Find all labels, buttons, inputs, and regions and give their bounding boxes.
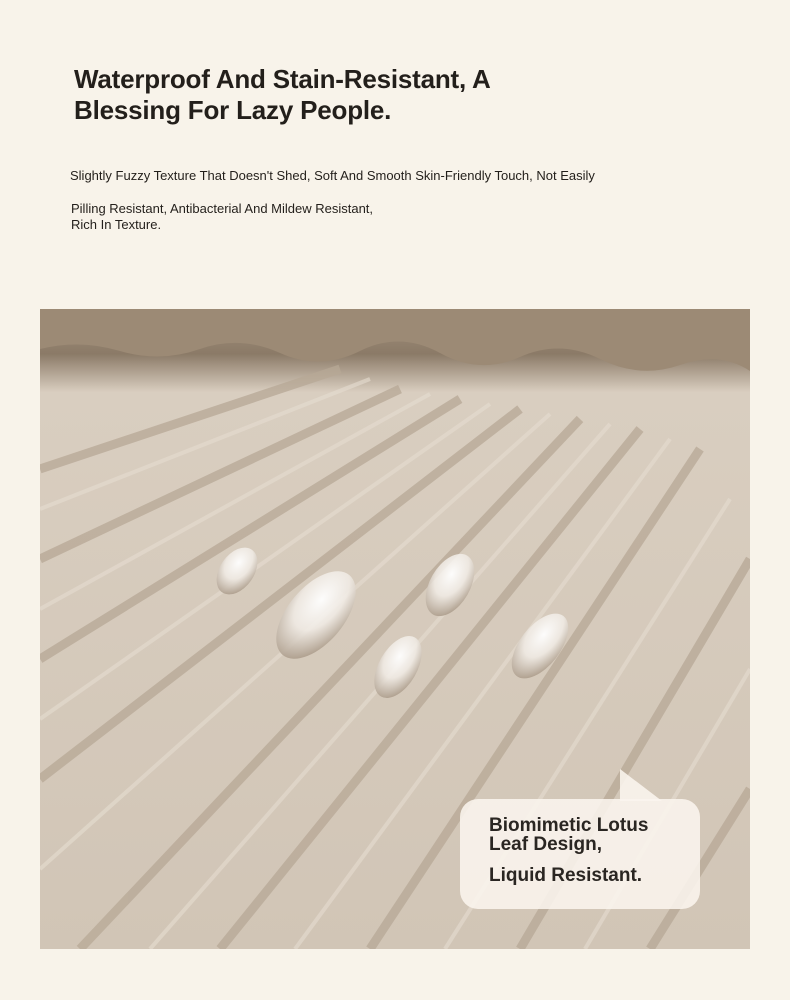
feature-description-block: [71, 201, 491, 233]
callout-line: Biomimetic Lotus Leaf Design,: [489, 815, 649, 855]
callout-text: [489, 816, 689, 885]
callout-line: Liquid Resistant.: [489, 865, 643, 886]
feature-description-line: Pilling Resistant, Antibacterial And Mildew Resistant,: [71, 201, 374, 216]
page-title: Waterproof And Stain-Resistant, A Blessing For Lazy People.: [74, 64, 490, 125]
feature-description-line: Slightly Fuzzy Texture That Doesn't Shed, Soft And Smooth Skin-Friendly Touch, Not Easily: [70, 168, 595, 183]
feature-description-line: Rich In Texture.: [71, 217, 162, 232]
callout-tail: [620, 769, 662, 801]
